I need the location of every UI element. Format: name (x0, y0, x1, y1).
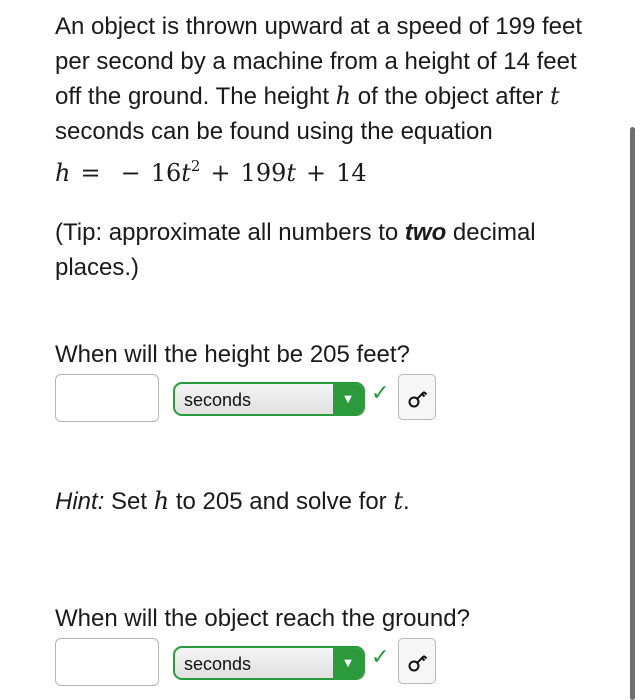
unit-select-value: seconds (184, 654, 252, 674)
variable-h: h (153, 487, 170, 515)
equation-plus: + (210, 159, 231, 188)
check-icon: ✓ (371, 644, 390, 669)
equation-lhs: h (55, 159, 71, 188)
tip-text-part: (Tip: approximate all numbers to (55, 218, 405, 246)
equation-constant: 14 (336, 159, 367, 188)
question-1-key-button[interactable] (398, 374, 436, 420)
equation-minus: − (120, 159, 141, 188)
equation-var2: t (286, 159, 297, 188)
question-1-prompt: When will the height be 205 feet? (55, 341, 410, 368)
variable-t: t (549, 82, 560, 111)
question-2-unit-select[interactable] (173, 646, 365, 680)
question-2-key-button[interactable] (398, 638, 436, 684)
hint-text-part: to 205 and solve for (169, 488, 394, 515)
unit-select-value: seconds (184, 390, 252, 410)
problem-statement (55, 10, 595, 285)
equation-equals: = (80, 159, 101, 188)
equation-coef1: 16 (150, 159, 182, 188)
hint-text-part: . (403, 488, 410, 515)
equation (55, 159, 367, 187)
problem-text-part: An object is thrown upward at a speed of 199 feet per second by a machine from a height of 14 feet off the ground. The height (55, 13, 583, 111)
question-1-answer-row (55, 374, 455, 426)
question-2-prompt: When will the object reach the ground? (55, 605, 470, 632)
scrollbar[interactable] (630, 127, 635, 700)
problem-text (55, 10, 595, 192)
problem-text-part: seconds can be found using the equation (55, 117, 493, 145)
equation-var1: t (181, 159, 191, 188)
variable-t: t (393, 487, 403, 515)
question-2-answer-row (55, 638, 455, 690)
tip-bold: two (404, 218, 447, 246)
key-icon (407, 387, 429, 409)
tip-text (55, 216, 595, 285)
question-2-answer-input[interactable] (55, 638, 159, 686)
key-icon (407, 651, 429, 673)
equation-coef2: 199 (240, 159, 287, 188)
equation-exponent: 2 (190, 157, 201, 176)
hint-text (55, 486, 410, 517)
check-icon: ✓ (371, 380, 390, 405)
equation-plus: + (306, 159, 327, 188)
problem-text-part: of the object after (351, 83, 550, 111)
hint-text-part: Set (104, 488, 154, 515)
chevron-down-icon: ▼ (333, 384, 363, 414)
chevron-down-icon: ▼ (333, 648, 363, 678)
question-1-answer-input[interactable] (55, 374, 159, 422)
variable-h: h (335, 82, 352, 111)
hint-label: Hint: (55, 488, 105, 515)
question-1-unit-select[interactable] (173, 382, 365, 416)
tip-text-part: decimal places.) (55, 218, 536, 281)
